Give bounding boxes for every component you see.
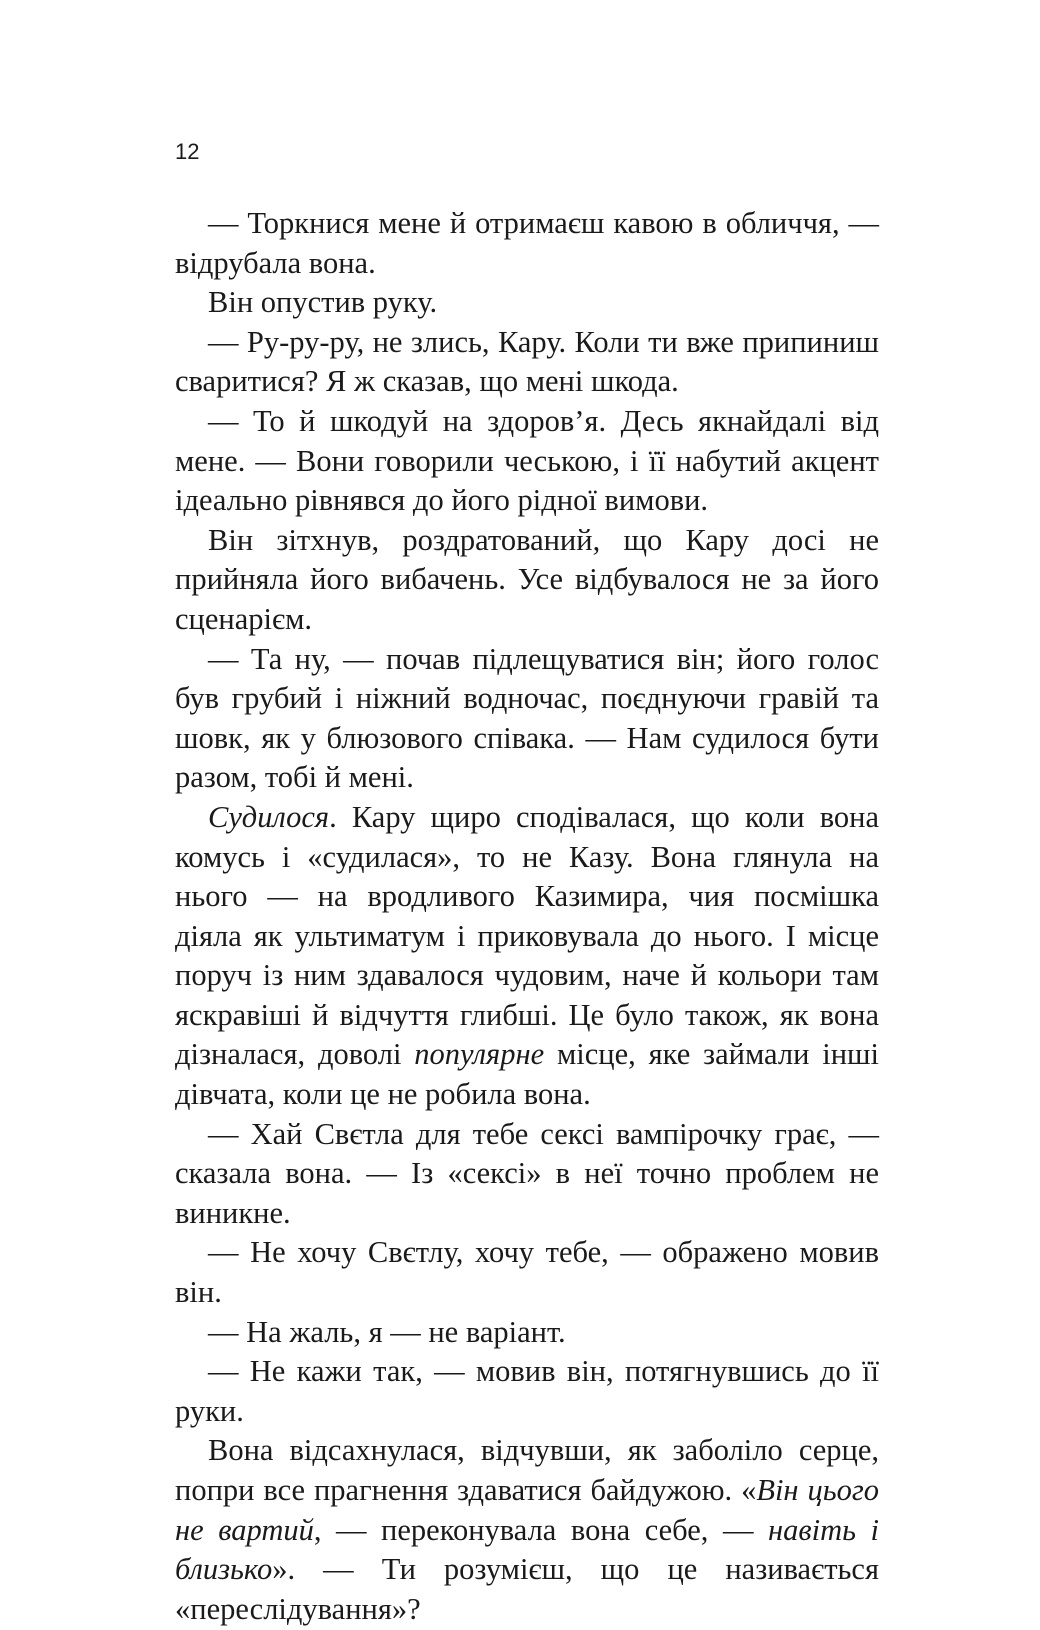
paragraph — [175, 1115, 879, 1234]
text-run: — Не хочу Свєтлу, хочу тебе, — ображено мовив він. — [175, 1235, 879, 1310]
paragraph — [175, 204, 879, 283]
body-text — [175, 204, 879, 1629]
text-run: — То й шкодуй на здоров’я. Десь якнайдалі від мене. — Вони говорили чеською, і її набутий акцент ідеально рівнявся до його рідної вимови. — [175, 403, 879, 518]
page-number: 12 — [175, 139, 200, 164]
text-run: — Не кажи так, — мовив він, потягнувшись до її руки. — [175, 1354, 879, 1428]
paragraph — [175, 640, 879, 798]
text-run: — Та ну, — почав підлещуватися він; його голос був грубий і ніжний водночас, поєднуючи гравій та шовк, як у блюзового співака. — Нам судилося бути разом, тобі й мені. — [175, 641, 879, 795]
paragraph — [175, 798, 879, 1115]
paragraph — [175, 1352, 879, 1431]
italic-text: Він цього не вартий — [175, 1473, 880, 1547]
text-run: Вона відсахнулася, відчувши, як заболіло серце, попри все прагнення здаватися байдужою. « — [175, 1433, 879, 1507]
text-run: ». — Ти розумієш, що це називається «переслідування»? — [175, 1552, 879, 1626]
paragraph — [175, 1431, 879, 1629]
text-run: . Кару щиро сподівалася, що коли вона комусь і «судилася», то не Казу. Вона глянула на нього — на вродливого Казимира, чия посмішка діяла як ультиматум і приковувала до нього. І місце поруч із ним здавалося чудовим, наче й кольори там яскравіші й відчуття глибші. Це було також, як вона дізналася, доволі — [175, 799, 879, 1072]
text-run: — На жаль, я — не варіант. — [208, 1314, 566, 1349]
paragraph — [175, 1313, 879, 1353]
paragraph — [175, 402, 879, 521]
text-run: Він зітхнув, роздратований, що Кару досі не прийняла його вибачень. Усе відбувалося не за його сценарієм. — [175, 522, 879, 636]
italic-text: навіть і близько — [175, 1512, 880, 1587]
paragraph — [175, 1233, 879, 1312]
paragraph — [175, 521, 879, 640]
paragraph — [175, 323, 879, 402]
text-run: — Хай Свєтла для тебе сексі вампірочку грає, — сказала вона. — Із «сексі» в неї точно проблем не виникне. — [175, 1116, 879, 1230]
text-run: , — переконувала вона себе, — — [313, 1512, 768, 1547]
italic-text: популярне — [414, 1037, 545, 1072]
text-run: — Торкнися мене й отримаєш кавою в обличчя, — відрубала вона. — [175, 206, 879, 280]
italic-text: Судилося — [208, 799, 330, 834]
text-run: місце, яке займали інші дівчата, коли це не робила вона. — [175, 1037, 879, 1112]
paragraph — [175, 283, 879, 323]
text-run: — Ру-ру-ру, не злись, Кару. Коли ти вже припиниш сваритися? Я ж сказав, що мені шкода. — [175, 324, 879, 399]
text-run: Він опустив руку. — [208, 285, 438, 320]
